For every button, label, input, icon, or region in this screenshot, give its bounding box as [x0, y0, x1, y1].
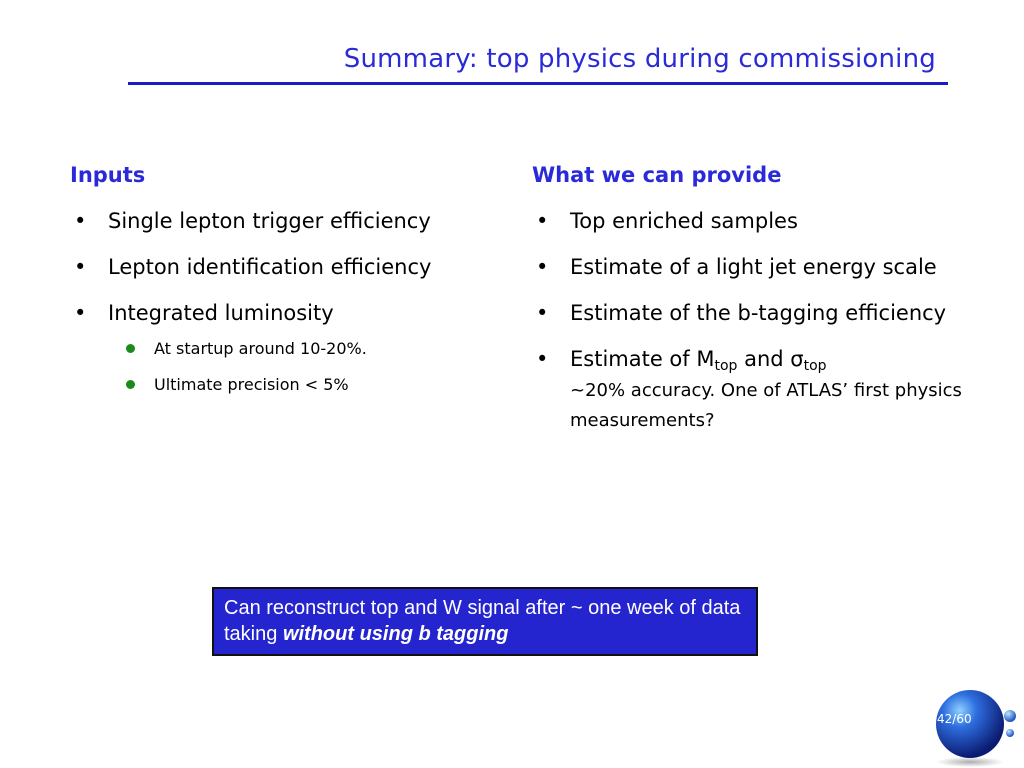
bullet-icon: • — [536, 255, 549, 279]
bullet-icon: • — [74, 255, 87, 279]
bullet-icon: • — [74, 209, 87, 233]
sub-bullet-text: Ultimate precision < 5% — [154, 375, 349, 394]
bullet-text: Integrated luminosity — [108, 301, 334, 325]
list-item — [532, 206, 972, 236]
bullet-icon: • — [536, 209, 549, 233]
list-item — [532, 252, 972, 282]
list-item — [532, 298, 972, 328]
provide-list — [532, 206, 972, 434]
bullet-text: Single lepton trigger efficiency — [108, 209, 431, 233]
sub-list-item — [108, 338, 520, 360]
mtop-subscript: top — [714, 358, 738, 374]
bullet-text: Estimate of the b-tagging efficiency — [570, 301, 947, 325]
accuracy-text: ~20% accuracy. One of ATLAS’ first physics measurements? — [570, 380, 962, 431]
list-item — [70, 298, 520, 396]
luminosity-sublist — [108, 338, 520, 396]
inputs-heading: Inputs — [70, 163, 146, 187]
title-underline — [128, 82, 948, 85]
callout-text: Can reconstruct top and W signal after ~ one week of data taking — [224, 597, 741, 645]
sub-list-item — [108, 374, 520, 396]
bullet-icon: • — [536, 301, 549, 325]
list-item — [532, 344, 972, 434]
green-bullet-icon — [126, 380, 135, 389]
bullet-text: Top enriched samples — [570, 209, 798, 233]
callout-emphasis: without using b tagging — [282, 623, 509, 645]
bullet-icon: • — [74, 301, 87, 325]
green-bullet-icon — [126, 344, 135, 353]
slide-title: Summary: top physics during commissioning — [343, 44, 936, 74]
bullet-icon: • — [536, 347, 549, 371]
sub-bullet-text: At startup around 10-20%. — [154, 339, 367, 358]
provide-heading: What we can provide — [532, 163, 782, 187]
sigma-text: and σ — [737, 347, 804, 371]
bullet-text: Lepton identification efficiency — [108, 255, 432, 279]
page-number: 42/60 — [937, 712, 972, 726]
list-item — [70, 252, 520, 282]
provide-column — [532, 160, 972, 450]
list-item — [70, 206, 520, 236]
inputs-column — [70, 160, 520, 412]
sigma-subscript: top — [803, 358, 827, 374]
bullet-text: Estimate of a light jet energy scale — [570, 255, 937, 279]
callout-box — [212, 587, 758, 656]
mtop-prefix: Estimate of M — [570, 347, 715, 371]
inputs-list — [70, 206, 520, 396]
